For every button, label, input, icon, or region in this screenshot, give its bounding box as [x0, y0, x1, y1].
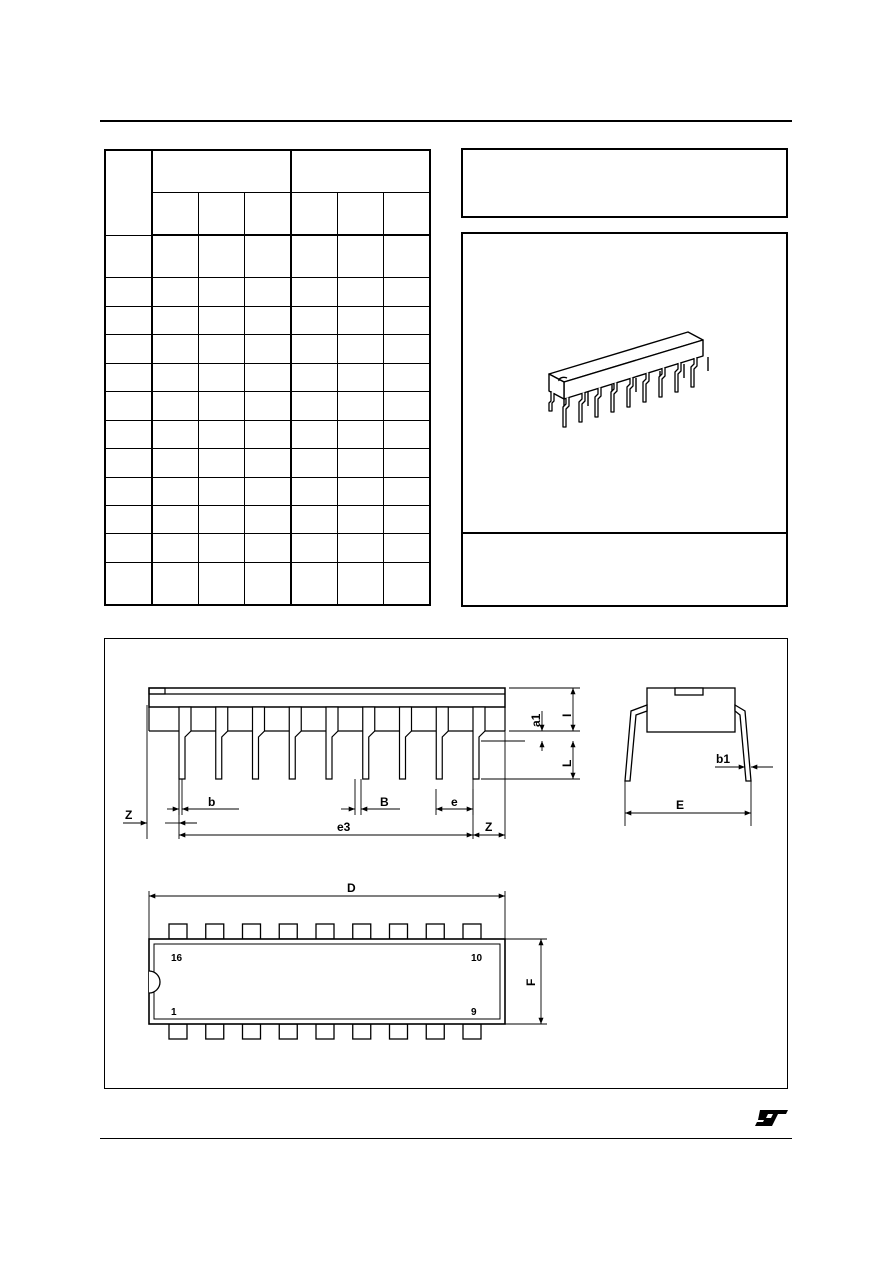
top-view-pin [169, 1024, 187, 1039]
table-row [105, 477, 430, 505]
table-row [105, 562, 430, 605]
top-view-pin [353, 1024, 371, 1039]
label-d: D [347, 881, 356, 895]
table-subheader-cell [291, 193, 337, 236]
table-header-cell [105, 150, 152, 235]
top-view-pin [243, 1024, 261, 1039]
side-view-pin [216, 707, 228, 779]
label-f: F [524, 978, 538, 986]
side-view-pin [179, 707, 191, 779]
label-z-right: Z [485, 820, 493, 834]
top-view-pin [279, 924, 297, 939]
table-row [105, 392, 430, 420]
st-logo-icon [754, 1108, 790, 1128]
side-view-pin [253, 707, 265, 779]
table-row [105, 235, 430, 278]
label-a1: a1 [529, 713, 543, 727]
label-b-upper: B [380, 795, 389, 809]
top-view-pin [426, 924, 444, 939]
side-view-pin [326, 707, 338, 779]
table-row [105, 420, 430, 448]
label-l: L [560, 759, 574, 767]
top-view-pin [243, 924, 261, 939]
package-photo-box [461, 232, 788, 607]
table-header-cell [291, 150, 430, 193]
side-view-pin [289, 707, 301, 779]
pin-label-9: 9 [471, 1007, 477, 1018]
side-view-pin [400, 707, 412, 779]
table-row [105, 335, 430, 363]
label-b1: b1 [716, 752, 731, 766]
top-view-pin [206, 924, 224, 939]
top-view-pin [279, 1024, 297, 1039]
top-view-pin [206, 1024, 224, 1039]
package-title-box [461, 148, 788, 218]
photo-box-divider [463, 532, 786, 534]
label-e-width: E [676, 798, 685, 812]
pin-label-16: 16 [171, 953, 183, 964]
table-row [105, 278, 430, 306]
dip-package-illustration [463, 234, 786, 530]
table-row [105, 505, 430, 533]
pin-label-1: 1 [171, 1007, 177, 1018]
side-view-pin [436, 707, 448, 779]
table-subheader-cell [337, 193, 383, 236]
table-subheader-cell [152, 193, 198, 236]
label-z-left: Z [125, 808, 133, 822]
table-header-cell [152, 150, 291, 193]
table-row [105, 306, 430, 334]
table-row [105, 449, 430, 477]
top-view-pin [169, 924, 187, 939]
table-row [105, 534, 430, 562]
top-view-pin [316, 1024, 334, 1039]
label-e3: e3 [337, 820, 351, 834]
top-view-pin [463, 1024, 481, 1039]
top-view-pin [390, 924, 408, 939]
top-view-pin [390, 1024, 408, 1039]
top-view-pin [463, 924, 481, 939]
dimensions-table [104, 149, 431, 606]
mechanical-drawing [105, 639, 786, 1087]
label-b: b [208, 795, 216, 809]
top-view-pin [316, 924, 334, 939]
table-subheader-cell [199, 193, 245, 236]
top-view-pin [353, 924, 371, 939]
label-e: e [451, 795, 458, 809]
mechanical-drawing-box [104, 638, 788, 1089]
label-i: I [560, 713, 574, 717]
header-rule [100, 120, 792, 122]
side-view-pin [363, 707, 375, 779]
table-row [105, 363, 430, 391]
side-view-pin [473, 707, 485, 779]
footer-rule [100, 1138, 792, 1139]
pin-label-10: 10 [471, 953, 483, 964]
top-view-pin [426, 1024, 444, 1039]
table-subheader-cell [245, 193, 291, 236]
table-subheader-cell [384, 193, 430, 236]
